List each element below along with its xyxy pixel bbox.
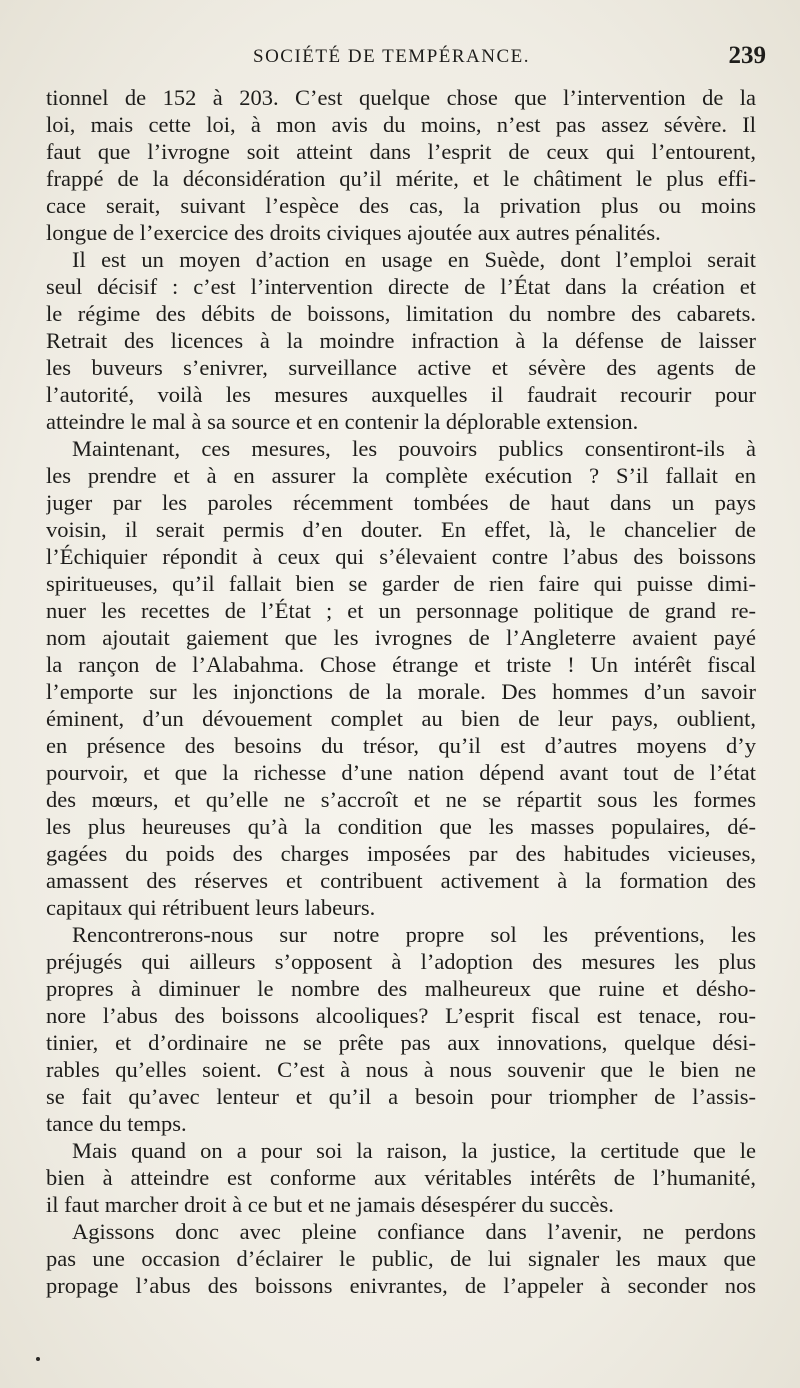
- text-line: propage l’abus des boissons enivrantes, de l’appeler à seconder nos: [46, 1273, 756, 1298]
- text-line: voisin, il serait permis d’en douter. En effet, là, le chancelier de: [46, 517, 756, 542]
- text-line: nuer les recettes de l’État ; et un personnage politique de grand re-: [46, 598, 756, 623]
- text-line: les buveurs s’enivrer, surveillance active et sévère des agents de: [46, 355, 756, 380]
- text-line: Maintenant, ces mesures, les pouvoirs publics consentiront-ils à: [72, 436, 756, 461]
- text-line: bien à atteindre est conforme aux véritables intérêts de l’humanité,: [46, 1165, 756, 1190]
- text-line: amassent des réserves et contribuent activement à la formation des: [46, 868, 756, 893]
- text-line: longue de l’exercice des droits civiques ajoutée aux autres pénalités.: [46, 220, 661, 245]
- text-line: l’emporte sur les injonctions de la morale. Des hommes d’un savoir: [46, 679, 756, 704]
- text-line: éminent, d’un dévouement complet au bien de leur pays, oublient,: [46, 706, 756, 731]
- text-line: des mœurs, et qu’elle ne s’accroît et ne se répartit sous les formes: [46, 787, 756, 812]
- body-text: [46, 84, 756, 1299]
- ink-speck: [36, 1357, 40, 1361]
- text-line: se fait qu’avec lenteur et qu’il a besoin pour triompher de l’assis-: [46, 1084, 756, 1109]
- text-line: il faut marcher droit à ce but et ne jamais désespérer du succès.: [46, 1192, 614, 1217]
- text-line: l’Échiquier répondit à ceux qui s’élevaient contre l’abus des boissons: [46, 544, 756, 569]
- running-title: SOCIÉTÉ DE TEMPÉRANCE.: [253, 46, 531, 67]
- text-line: Agissons donc avec pleine confiance dans l’avenir, ne perdons: [72, 1219, 756, 1244]
- text-line: l’autorité, voilà les mesures auxquelles il faudrait recourir pour: [46, 382, 756, 407]
- text-line: en présence des besoins du trésor, qu’il est d’autres moyens d’y: [46, 733, 756, 758]
- text-line: Il est un moyen d’action en usage en Suède, dont l’emploi serait: [72, 247, 756, 272]
- text-line: Mais quand on a pour soi la raison, la justice, la certitude que le: [72, 1138, 756, 1163]
- text-line: les prendre et à en assurer la complète exécution ? S’il fallait en: [46, 463, 756, 488]
- text-line: seul décisif : c’est l’intervention directe de l’État dans la création et: [46, 274, 756, 299]
- text-line: frappé de la déconsidération qu’il mérite, et le châtiment le plus effi-: [46, 166, 756, 191]
- text-line: cace serait, suivant l’espèce des cas, la privation plus ou moins: [46, 193, 756, 218]
- text-line: tinier, et d’ordinaire ne se prête pas aux innovations, quelque dési-: [46, 1030, 756, 1055]
- text-line: nom ajoutait gaiement que les ivrognes de l’Angleterre avaient payé: [46, 625, 756, 650]
- text-line: pas une occasion d’éclairer le public, de lui signaler les maux que: [46, 1246, 756, 1271]
- text-line: spiritueuses, qu’il fallait bien se garder de rien faire qui puisse dimi-: [46, 571, 756, 596]
- text-line: les plus heureuses qu’à la condition que les masses populaires, dé-: [46, 814, 756, 839]
- running-header: [48, 40, 766, 76]
- text-line: tance du temps.: [46, 1111, 187, 1136]
- text-line: la rançon de l’Alabahma. Chose étrange et triste ! Un intérêt fiscal: [46, 652, 756, 677]
- text-line: Retrait des licences à la moindre infraction à la défense de laisser: [46, 328, 756, 353]
- text-line: juger par les paroles récemment tombées de haut dans un pays: [46, 490, 756, 515]
- text-line: propres à diminuer le nombre des malheureux que ruine et désho-: [46, 976, 756, 1001]
- text-line: tionnel de 152 à 203. C’est quelque chose que l’intervention de la: [46, 85, 756, 110]
- text-line: pourvoir, et que la richesse d’une nation dépend avant tout de l’état: [46, 760, 756, 785]
- text-line: Rencontrerons-nous sur notre propre sol les préventions, les: [72, 922, 756, 947]
- text-line: gagées du poids des charges imposées par des habitudes vicieuses,: [46, 841, 756, 866]
- text-line: loi, mais cette loi, à mon avis du moins, n’est pas assez sévère. Il: [46, 112, 756, 137]
- text-line: atteindre le mal à sa source et en contenir la déplorable extension.: [46, 409, 639, 434]
- text-line: le régime des débits de boissons, limitation du nombre des cabarets.: [46, 301, 756, 326]
- text-line: capitaux qui rétribuent leurs labeurs.: [46, 895, 376, 920]
- text-line: faut que l’ivrogne soit atteint dans l’esprit de ceux qui l’entourent,: [46, 139, 756, 164]
- text-line: nore l’abus des boissons alcooliques? L’esprit fiscal est tenace, rou-: [46, 1003, 756, 1028]
- text-line: préjugés qui ailleurs s’opposent à l’adoption des mesures les plus: [46, 949, 756, 974]
- page-number: 239: [728, 42, 766, 69]
- text-line: rables qu’elles soient. C’est à nous à nous souvenir que le bien ne: [46, 1057, 756, 1082]
